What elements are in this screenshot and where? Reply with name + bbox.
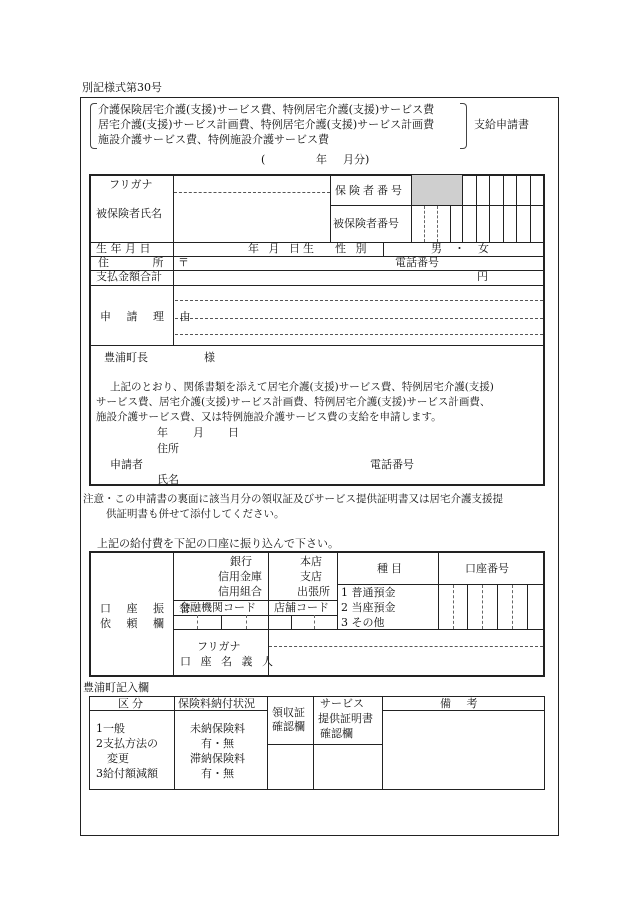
office-cat-2: 2支払方法の xyxy=(96,737,158,750)
birthdate-value: 年 月 日生 xyxy=(248,242,317,255)
office-arrears-val: 有・無 xyxy=(201,767,234,780)
office-unpaid: 未納保険料 xyxy=(190,722,245,735)
postal-mark: 〒 xyxy=(178,256,189,269)
reason-label: 申 請 理 由 xyxy=(100,310,197,323)
bank-label-2: 依 頼 欄 xyxy=(100,617,170,630)
bank-type-credit: 信用組合 xyxy=(218,585,262,598)
account-type-opt2: 2 当座預金 xyxy=(341,601,396,614)
decl-address: 住所 xyxy=(157,442,179,455)
branch-branch: 支店 xyxy=(300,570,322,583)
office-cat-3: 3給付額減額 xyxy=(96,767,158,780)
account-type-opt1: 1 普通預金 xyxy=(341,586,396,599)
bank-intro: 上記の給付費を下記の口座に振り込んで下さい。 xyxy=(97,537,339,550)
decl-day: 日 xyxy=(228,426,239,439)
form-number: 別記様式第30号 xyxy=(82,81,162,94)
declaration-line-2: サービス費、居宅介護(支援)サービス計画費、特例居宅介護(支援)サービス計画費、 xyxy=(96,396,491,408)
office-receipt-l2: 確認欄 xyxy=(272,720,305,733)
bank-label-1: 口 座 振 替 xyxy=(100,602,197,615)
decl-year: 年 xyxy=(157,426,168,439)
office-remarks-header: 備 考 xyxy=(440,697,484,710)
sex-label: 性 別 xyxy=(335,242,370,255)
branch-code-label: 店舗コード xyxy=(274,601,329,614)
decl-applicant: 申請者 xyxy=(110,458,143,471)
office-cat-2b: 変更 xyxy=(107,752,129,765)
holder-furigana-label: フリガナ xyxy=(197,640,241,653)
office-unpaid-val: 有・無 xyxy=(201,737,234,750)
note-line-1: 注意・この申請書の裏面に該当月分の領収証及びサービス提供証明書又は居宅介護支援提 xyxy=(83,493,503,505)
branch-head: 本店 xyxy=(300,555,322,568)
sex-dot: ・ xyxy=(454,242,465,255)
declaration-line-3: 施設介護サービス費、又は特例施設介護サービス費の支給を申請します。 xyxy=(96,411,442,423)
period-month: 月分) xyxy=(343,153,370,166)
holder-label: 口 座 名 義 人 xyxy=(180,655,276,668)
account-type-opt3: 3 その他 xyxy=(341,616,385,629)
title-suffix: 支給申請書 xyxy=(474,118,529,131)
note-line-2: 供証明書も併せて添付してください。 xyxy=(106,508,285,520)
insured-name-label: 被保険者氏名 xyxy=(96,207,162,220)
branch-sub: 出張所 xyxy=(297,585,330,598)
office-title: 豊浦町記入欄 xyxy=(83,681,149,694)
yen-unit: 円 xyxy=(477,270,488,283)
office-service-l3: 確認欄 xyxy=(320,727,353,740)
mayor-sama: 様 xyxy=(204,351,215,364)
declaration-line-1: 上記のとおり、関係書類を添えて居宅介護(支援)サービス費、特例居宅介護(支援) xyxy=(110,381,494,393)
office-service-l2: 提供証明書 xyxy=(318,712,373,725)
period-open: ( xyxy=(261,153,266,166)
institution-code-label: 金融機関コード xyxy=(179,601,256,614)
birthdate-label: 生 年 月 日 xyxy=(96,242,151,255)
bank-type-trust: 信用金庫 xyxy=(218,570,262,583)
decl-month: 月 xyxy=(193,426,204,439)
office-premium-header: 保険料納付状況 xyxy=(178,697,255,710)
address-label: 住 所 xyxy=(98,256,164,269)
insurer-number-label: 保険者番号 xyxy=(335,184,405,197)
office-cat-1: 1一般 xyxy=(96,722,125,735)
address-phone-label: 電話番号 xyxy=(395,256,439,269)
insurer-number-shaded xyxy=(412,175,462,205)
title-line-3: 施設介護サービス費、特例施設介護サービス費 xyxy=(98,133,329,146)
account-number-header: 口座番号 xyxy=(465,562,509,575)
furigana-label: フリガナ xyxy=(109,178,153,191)
period-year: 年 xyxy=(316,153,327,166)
office-receipt-l1: 領収証 xyxy=(272,706,305,719)
decl-phone: 電話番号 xyxy=(370,458,414,471)
sex-male: 男 xyxy=(431,242,442,255)
mayor-label: 豊浦町長 xyxy=(104,351,148,364)
total-label: 支払金額合計 xyxy=(96,270,162,283)
title-bracket-right xyxy=(460,103,467,149)
title-line-2: 居宅介護(支援)サービス計画費、特例居宅介護(支援)サービス計画費 xyxy=(98,118,435,131)
decl-name: 氏名 xyxy=(157,473,179,486)
account-type-header: 種目 xyxy=(377,562,405,575)
office-category-header: 区分 xyxy=(118,697,146,710)
title-bracket-left xyxy=(90,103,97,149)
office-service-l1: サービス xyxy=(320,697,364,710)
office-arrears: 滞納保険料 xyxy=(190,752,245,765)
bank-type-bank: 銀行 xyxy=(230,555,252,568)
sex-female: 女 xyxy=(478,242,489,255)
title-line-1: 介護保険居宅介護(支援)サービス費、特例居宅介護(支援)サービス費 xyxy=(98,103,435,116)
insured-number-label: 被保険者番号 xyxy=(333,217,399,230)
